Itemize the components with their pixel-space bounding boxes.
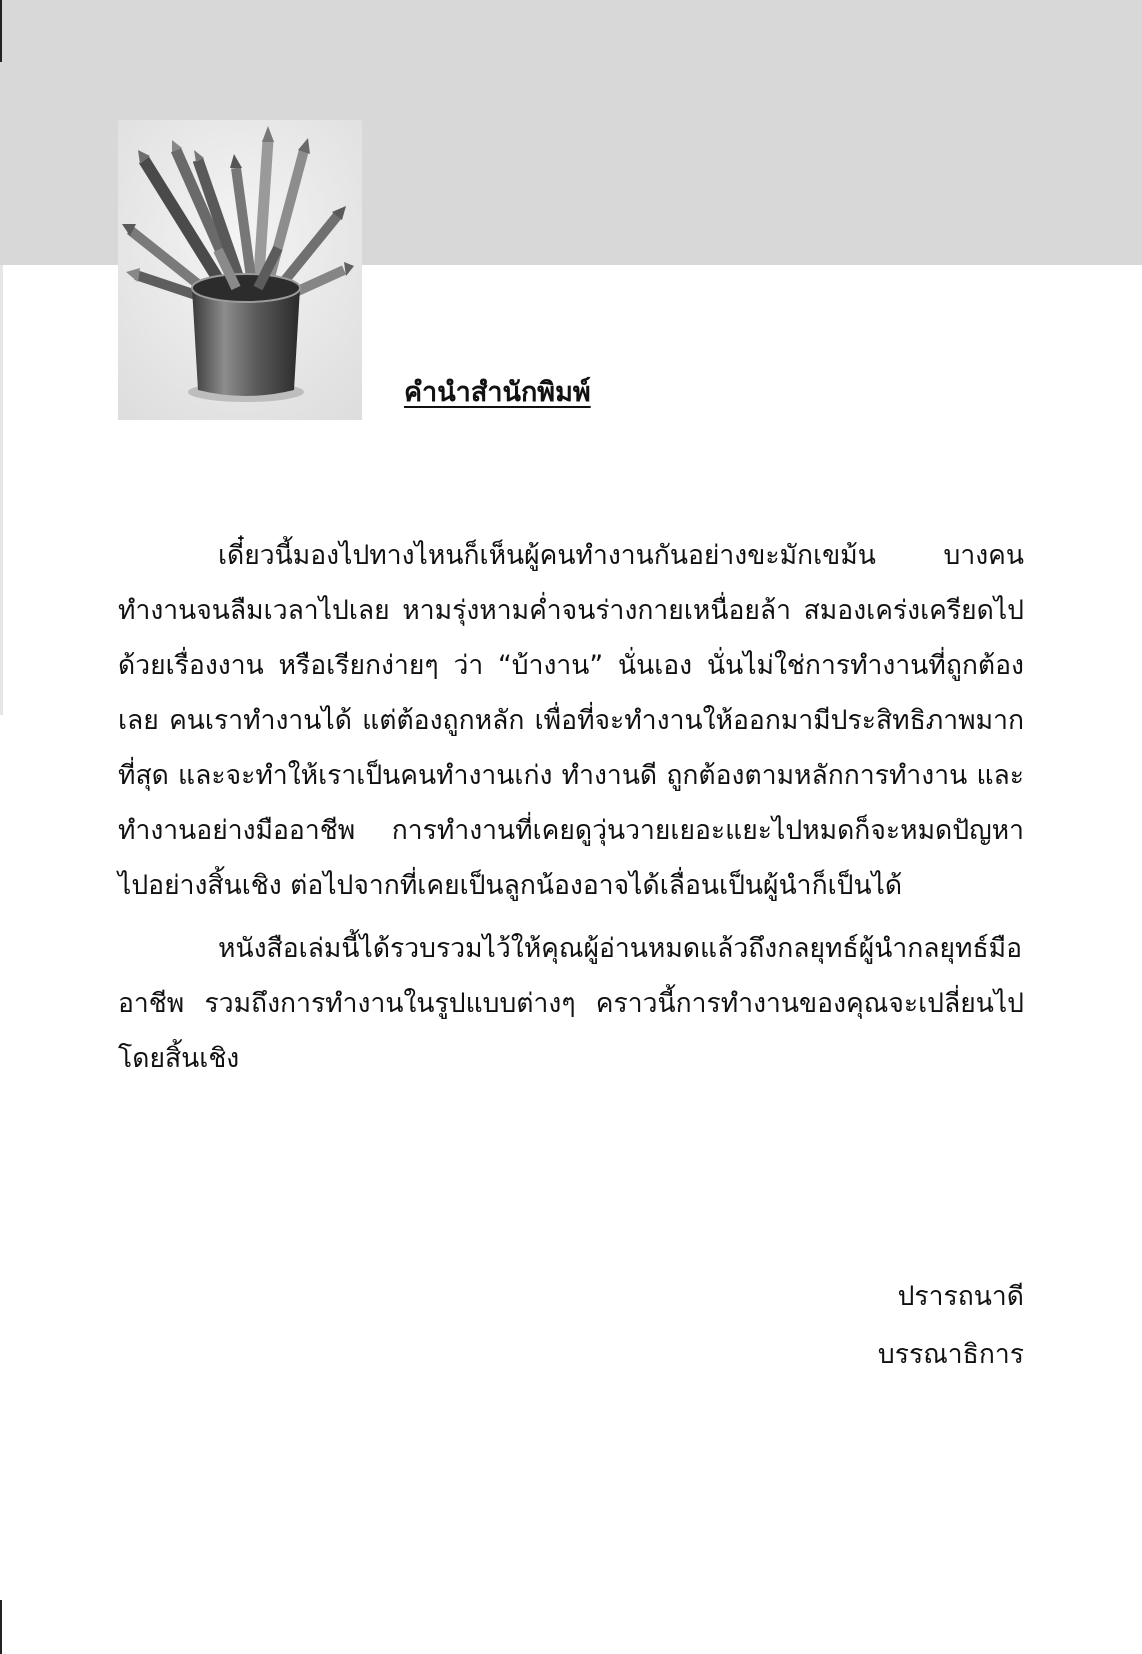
closing-text: ปรารถนาดี — [897, 1281, 1024, 1312]
paragraph-2: หนังสือเล่มนี้ได้รวบรวมไว้ให้คุณผู้อ่านหมดแล้วถึงกลยุทธ์ผู้นำกลยุทธ์มืออาชีพ รวมถึงการทำงานในรูปแบบต่างๆ คราวนี้การทำงานของคุณจะเปลี่ยนไปโดยสิ้นเชิง — [118, 933, 1024, 1074]
page-edge-shade — [0, 265, 3, 715]
body-text — [118, 528, 1024, 1086]
signer-text: บรรณาธิการ — [877, 1339, 1024, 1370]
pencil-cup-photo — [118, 120, 362, 420]
crop-mark-bottom — [0, 1600, 2, 1654]
paragraph-1: เดี๋ยวนี้มองไปทางไหนก็เห็นผู้คนทำงานกันอย่างขะมักเขม้น บางคนทำงานจนลืมเวลาไปเลย หามรุ่งหามค่ำจนร่างกายเหนื่อยล้า สมองเคร่งเครียดไปด้วยเรื่องงาน หรือเรียกง่ายๆ ว่า “บ้างาน” นั่นเอง นั่นไม่ใช่การทำงานที่ถูกต้องเลย คนเราทำงานได้ แต่ต้องถูกหลัก เพื่อที่จะทำงานให้ออกมามีประสิทธิภาพมากที่สุด และจะทำให้เราเป็นคนทำงานเก่ง ทำงานดี ถูกต้องตามหลักการทำงาน และทำงานอย่างมืออาชีพ การทำงานที่เคยดูวุ่นวายเยอะแยะไปหมดก็จะหมดปัญหาไปอย่างสิ้นเชิง ต่อไปจากที่เคยเป็นลูกน้องอาจได้เลื่อนเป็นผู้นำก็เป็นได้ — [118, 540, 1024, 901]
crop-mark-top — [0, 0, 2, 62]
page-title: คำนำสำนักพิมพ์ — [404, 377, 591, 408]
signature-block — [878, 1268, 1024, 1384]
